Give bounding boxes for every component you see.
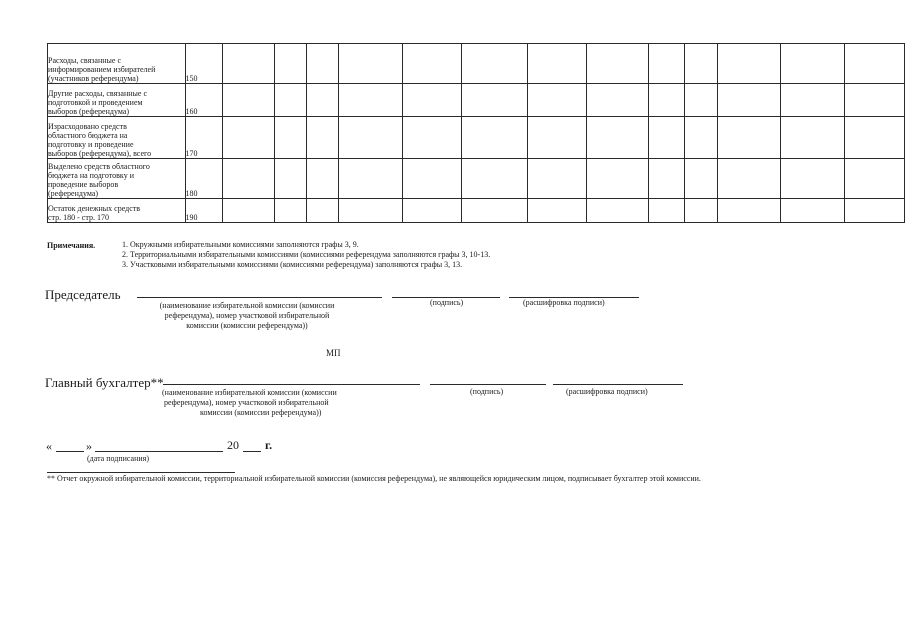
date-year-prefix: 20 xyxy=(227,438,239,452)
value-cell[interactable] xyxy=(338,117,402,159)
row-label xyxy=(48,44,186,84)
value-cell[interactable] xyxy=(402,159,461,199)
value-cell[interactable] xyxy=(527,199,587,223)
row-label-line: подготовку и проведение xyxy=(48,140,134,149)
value-cell[interactable] xyxy=(685,84,718,117)
value-cell[interactable] xyxy=(222,199,274,223)
value-cell[interactable] xyxy=(718,44,781,84)
value-cell[interactable] xyxy=(222,117,274,159)
value-cell[interactable] xyxy=(685,159,718,199)
value-cell[interactable] xyxy=(222,159,274,199)
row-label-line: подготовкой и проведением xyxy=(48,98,143,107)
table-row xyxy=(48,159,905,199)
row-code: 180 xyxy=(185,159,222,199)
value-cell[interactable] xyxy=(685,117,718,159)
note-item: 2. Территориальными избирательными комиссиями (комиссиями референдума заполняются графы 3, 10-13. xyxy=(122,250,491,259)
row-label-line: (референдума) xyxy=(48,189,99,198)
caption-line: референдума), номер участковой избирательной xyxy=(164,398,329,407)
value-cell[interactable] xyxy=(527,159,587,199)
value-cell[interactable] xyxy=(718,199,781,223)
date-year-suffix: г. xyxy=(265,438,273,452)
value-cell[interactable] xyxy=(222,44,274,84)
value-cell[interactable] xyxy=(781,44,845,84)
caption-line: комиссии (комиссии референдума)) xyxy=(186,321,308,330)
row-label-line: выборов (референдума) xyxy=(48,107,130,116)
row-code: 160 xyxy=(185,84,222,117)
value-cell[interactable] xyxy=(402,199,461,223)
row-label-line: Выделено средств областного xyxy=(48,162,150,171)
note-item: 3. Участковыми избирательными комиссиями (комиссиями референдума) заполняются графы 3, 13. xyxy=(122,260,463,269)
value-cell[interactable] xyxy=(461,84,527,117)
value-cell[interactable] xyxy=(844,117,904,159)
value-cell[interactable] xyxy=(274,84,306,117)
value-cell[interactable] xyxy=(649,117,685,159)
note-item: 1. Окружными избирательными комиссиями заполняются графы 3, 9. xyxy=(122,240,359,249)
row-label-line: информированием избирателей xyxy=(48,65,156,74)
value-cell[interactable] xyxy=(461,44,527,84)
value-cell[interactable] xyxy=(844,199,904,223)
value-cell[interactable] xyxy=(402,117,461,159)
table-row xyxy=(48,84,905,117)
footnote-separator xyxy=(47,472,235,473)
value-cell[interactable] xyxy=(587,159,649,199)
value-cell[interactable] xyxy=(527,84,587,117)
row-code: 190 xyxy=(185,199,222,223)
value-cell[interactable] xyxy=(306,44,338,84)
accountant-label: Главный бухгалтер** xyxy=(45,375,164,390)
value-cell[interactable] xyxy=(527,44,587,84)
value-cell[interactable] xyxy=(306,199,338,223)
value-cell[interactable] xyxy=(338,84,402,117)
accountant-commission-caption xyxy=(160,388,410,418)
value-cell[interactable] xyxy=(587,84,649,117)
date-year-line[interactable] xyxy=(243,451,261,452)
row-label-line: (участников референдума) xyxy=(48,74,139,83)
value-cell[interactable] xyxy=(781,117,845,159)
accountant-commission-line[interactable] xyxy=(163,384,420,385)
value-cell[interactable] xyxy=(781,199,845,223)
row-label xyxy=(48,159,186,199)
value-cell[interactable] xyxy=(844,159,904,199)
caption-line: референдума), номер участковой избирательной xyxy=(164,311,330,320)
accountant-decoding-line[interactable] xyxy=(553,384,683,385)
value-cell[interactable] xyxy=(649,44,685,84)
row-label-line: областного бюджета на xyxy=(48,131,128,140)
value-cell[interactable] xyxy=(461,159,527,199)
notes-list xyxy=(122,240,490,270)
date-month-line[interactable] xyxy=(95,451,223,452)
table-row xyxy=(48,44,905,84)
chairman-decoding-caption: (расшифровка подписи) xyxy=(523,298,605,307)
footnote-text: ** Отчет окружной избирательной комиссии, территориальной избирательной комиссии (комиссия референдума), не являющейся юридическим лицом, подписывает бухгалтер этой комиссии. xyxy=(47,474,701,483)
table-row xyxy=(48,117,905,159)
row-label xyxy=(48,117,186,159)
value-cell[interactable] xyxy=(306,84,338,117)
row-label xyxy=(48,84,186,117)
accountant-signature-caption: (подпись) xyxy=(470,387,504,396)
value-cell[interactable] xyxy=(587,117,649,159)
value-cell[interactable] xyxy=(222,84,274,117)
row-label-line: стр. 180 - стр. 170 xyxy=(48,213,109,222)
caption-line: комиссии (комиссии референдума)) xyxy=(200,408,322,417)
chairman-commission-caption xyxy=(127,301,367,331)
date-day-line[interactable] xyxy=(56,451,84,452)
value-cell[interactable] xyxy=(306,159,338,199)
chairman-commission-line[interactable] xyxy=(137,297,382,298)
value-cell[interactable] xyxy=(461,117,527,159)
value-cell[interactable] xyxy=(718,159,781,199)
value-cell[interactable] xyxy=(461,199,527,223)
notes-heading: Примечания. xyxy=(47,241,96,250)
row-label xyxy=(48,199,186,223)
table-row xyxy=(48,199,905,223)
value-cell[interactable] xyxy=(402,84,461,117)
row-label-line: Расходы, связанные с xyxy=(48,56,122,65)
date-close-quote: » xyxy=(86,439,92,453)
value-cell[interactable] xyxy=(338,159,402,199)
row-label-line: Другие расходы, связанные с xyxy=(48,89,148,98)
value-cell[interactable] xyxy=(274,44,306,84)
value-cell[interactable] xyxy=(274,117,306,159)
date-open-quote: « xyxy=(46,439,52,453)
value-cell[interactable] xyxy=(527,117,587,159)
stamp-label: МП xyxy=(326,348,341,358)
row-code: 170 xyxy=(185,117,222,159)
value-cell[interactable] xyxy=(402,44,461,84)
report-table xyxy=(47,43,905,223)
value-cell[interactable] xyxy=(844,44,904,84)
row-label-line: Остаток денежных средств xyxy=(48,204,141,213)
value-cell[interactable] xyxy=(685,199,718,223)
value-cell[interactable] xyxy=(649,84,685,117)
chairman-label: Председатель xyxy=(45,287,121,302)
caption-line: (наименование избирательной комиссии (комиссии xyxy=(159,301,335,310)
accountant-decoding-caption: (расшифровка подписи) xyxy=(566,387,648,396)
value-cell[interactable] xyxy=(306,117,338,159)
value-cell[interactable] xyxy=(587,199,649,223)
value-cell[interactable] xyxy=(587,44,649,84)
value-cell[interactable] xyxy=(718,117,781,159)
value-cell[interactable] xyxy=(274,199,306,223)
value-cell[interactable] xyxy=(781,84,845,117)
accountant-signature-line[interactable] xyxy=(430,384,546,385)
value-cell[interactable] xyxy=(844,84,904,117)
value-cell[interactable] xyxy=(338,44,402,84)
value-cell[interactable] xyxy=(274,159,306,199)
row-label-line: бюджета на подготовку и xyxy=(48,171,134,180)
date-caption: (дата подписания) xyxy=(87,454,150,463)
chairman-signature-caption: (подпись) xyxy=(430,298,464,307)
value-cell[interactable] xyxy=(685,44,718,84)
value-cell[interactable] xyxy=(338,199,402,223)
value-cell[interactable] xyxy=(649,159,685,199)
row-label-line: выборов (референдума), всего xyxy=(48,149,152,158)
caption-line: (наименование избирательной комиссии (комиссии xyxy=(162,388,337,397)
value-cell[interactable] xyxy=(781,159,845,199)
value-cell[interactable] xyxy=(718,84,781,117)
row-code: 150 xyxy=(185,44,222,84)
row-label-line: Израсходовано средств xyxy=(48,122,127,131)
value-cell[interactable] xyxy=(649,199,685,223)
row-label-line: проведение выборов xyxy=(48,180,119,189)
